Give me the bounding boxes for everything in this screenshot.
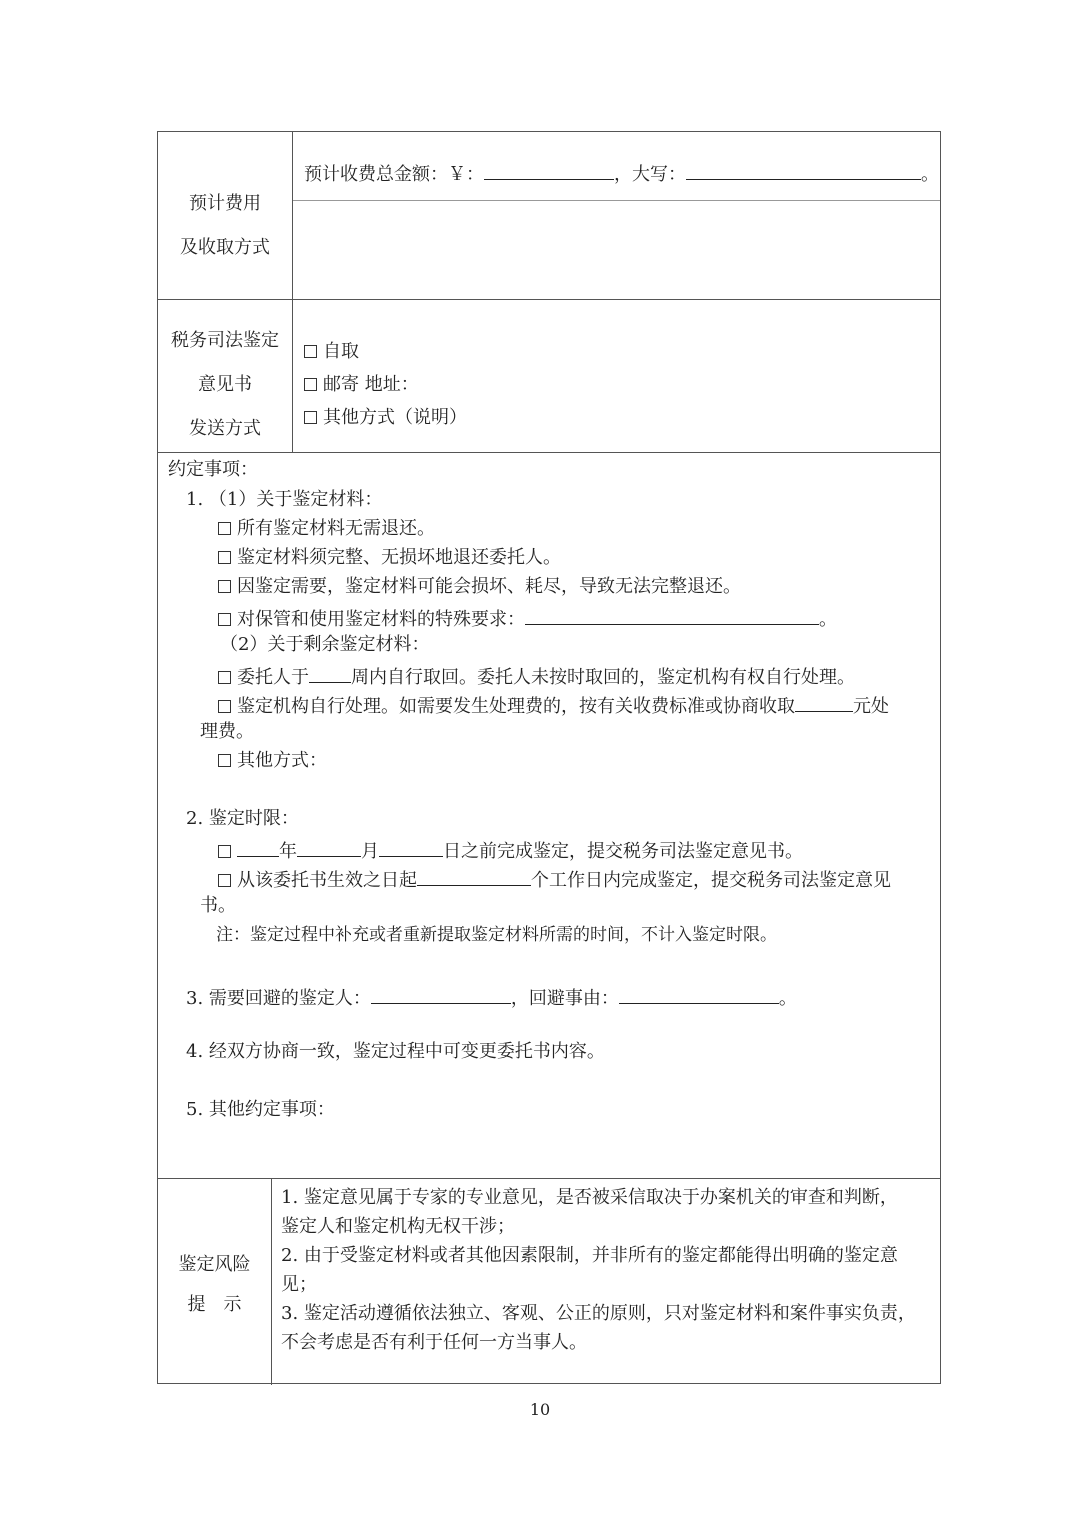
option-label: 所有鉴定材料无需退还。 bbox=[237, 518, 435, 539]
checkbox[interactable] bbox=[218, 551, 231, 564]
agreement-item1-heading: 1. （1）关于鉴定材料： bbox=[186, 489, 383, 510]
risk-label-line: 鉴定风险 bbox=[178, 1254, 251, 1275]
delivery-label-line: 税务司法鉴定 bbox=[171, 330, 279, 351]
checkbox[interactable] bbox=[218, 613, 231, 626]
cell-divider bbox=[293, 200, 940, 201]
option-label: 其他方式： bbox=[237, 750, 327, 771]
agreement-title: 约定事项： bbox=[168, 459, 258, 480]
fee-daxie-label: ，大写： bbox=[614, 164, 686, 185]
checkbox[interactable] bbox=[218, 754, 231, 767]
fee-end-mark: 。 bbox=[921, 164, 939, 185]
recusal-reason-blank[interactable] bbox=[619, 983, 779, 1004]
material-option[interactable] bbox=[218, 575, 741, 599]
option-label: 个工作日内完成鉴定，提交税务司法鉴定意见 bbox=[531, 870, 891, 891]
agreement-item4: 4. 经双方协商一致，鉴定过程中可变更委托书内容。 bbox=[186, 1041, 605, 1062]
risk-line: 3. 鉴定活动遵循依法独立、客观、公正的原则，只对鉴定材料和案件事实负责， bbox=[281, 1303, 916, 1324]
year-blank[interactable] bbox=[237, 836, 279, 857]
deadline-workdays-option[interactable] bbox=[218, 865, 891, 893]
checkbox[interactable] bbox=[304, 411, 317, 424]
risk-line: 2. 由于受鉴定材料或者其他因素限制，并非所有的鉴定都能得出明确的鉴定意 bbox=[281, 1245, 898, 1266]
option-label: 从该委托书生效之日起 bbox=[237, 870, 417, 891]
fee-label-line: 预计费用 bbox=[189, 193, 261, 214]
risk-label-line: 提 示 bbox=[187, 1294, 242, 1315]
recusal-person-blank[interactable] bbox=[371, 983, 511, 1004]
option-label: 日之前完成鉴定，提交税务司法鉴定意见书。 bbox=[443, 841, 803, 862]
option-label: 元处 bbox=[853, 696, 889, 717]
month-label: 月 bbox=[361, 841, 379, 862]
fee-label bbox=[158, 182, 292, 270]
option-label: 委托人于 bbox=[237, 667, 309, 688]
option-label-continued: 书。 bbox=[200, 895, 236, 916]
day-blank[interactable] bbox=[379, 836, 443, 857]
material-option[interactable] bbox=[218, 546, 561, 570]
workdays-blank[interactable] bbox=[417, 865, 531, 886]
checkbox[interactable] bbox=[304, 378, 317, 391]
fee-total-prefix: 预计收费总金额：￥： bbox=[304, 164, 484, 185]
checkbox[interactable] bbox=[218, 845, 231, 858]
end-mark: 。 bbox=[778, 988, 797, 1009]
amount-words-blank[interactable] bbox=[686, 159, 921, 180]
material-special-option[interactable] bbox=[218, 604, 837, 632]
month-blank[interactable] bbox=[297, 836, 361, 857]
deadline-note: 注：鉴定过程中补充或者重新提取鉴定材料所需的时间，不计入鉴定时限。 bbox=[216, 925, 777, 945]
checkbox[interactable] bbox=[218, 874, 231, 887]
fee-label-line: 及收取方式 bbox=[180, 237, 270, 258]
risk-line: 见； bbox=[281, 1274, 317, 1295]
risk-line: 1. 鉴定意见属于专家的专业意见，是否被采信取决于办案机关的审查和判断， bbox=[281, 1187, 898, 1208]
end-mark: 。 bbox=[819, 609, 837, 630]
amount-blank[interactable] bbox=[484, 159, 614, 180]
checkbox[interactable] bbox=[304, 345, 317, 358]
year-label: 年 bbox=[279, 841, 297, 862]
risk-line: 不会考虑是否有利于任何一方当事人。 bbox=[281, 1332, 587, 1353]
risk-label bbox=[158, 1245, 271, 1325]
page-number: 10 bbox=[529, 1400, 551, 1419]
option-label: 鉴定机构自行处理。如需要发生处理费的，按有关收费标准或协商收取 bbox=[237, 696, 795, 717]
column-divider bbox=[271, 1178, 272, 1385]
column-divider bbox=[292, 132, 293, 452]
remain-option-pickup[interactable] bbox=[218, 662, 855, 690]
remain-option-dispose[interactable] bbox=[218, 691, 889, 719]
checkbox[interactable] bbox=[218, 522, 231, 535]
checkbox[interactable] bbox=[218, 580, 231, 593]
fee-total-line bbox=[304, 159, 939, 187]
option-label: 邮寄 地址： bbox=[323, 374, 419, 395]
risk-line: 鉴定人和鉴定机构无权干涉； bbox=[281, 1216, 515, 1237]
delivery-option-mail[interactable] bbox=[304, 373, 419, 397]
agreement-item2-heading: 2. 鉴定时限： bbox=[186, 808, 299, 829]
option-label: 对保管和使用鉴定材料的特殊要求： bbox=[237, 609, 525, 630]
item3-reason-label: ，回避事由： bbox=[510, 988, 619, 1009]
row-divider bbox=[158, 1178, 940, 1179]
deadline-date-option[interactable] bbox=[218, 836, 803, 864]
agreement-item5: 5. 其他约定事项： bbox=[186, 1099, 335, 1120]
delivery-option-pickup[interactable] bbox=[304, 340, 359, 364]
checkbox[interactable] bbox=[218, 671, 231, 684]
form-table bbox=[157, 131, 941, 1384]
option-label: 自取 bbox=[323, 341, 359, 362]
delivery-label bbox=[158, 319, 292, 451]
row-divider bbox=[158, 452, 940, 453]
remain-option-other[interactable] bbox=[218, 749, 327, 773]
item3-label: 3. 需要回避的鉴定人： bbox=[186, 988, 371, 1009]
option-label-continued: 理费。 bbox=[200, 721, 254, 742]
row-divider bbox=[158, 299, 940, 300]
delivery-option-other[interactable] bbox=[304, 406, 467, 430]
checkbox[interactable] bbox=[218, 700, 231, 713]
option-label: 鉴定材料须完整、无损坏地退还委托人。 bbox=[237, 547, 561, 568]
option-label: 周内自行取回。委托人未按时取回的，鉴定机构有权自行处理。 bbox=[351, 667, 855, 688]
special-requirement-blank[interactable] bbox=[525, 604, 819, 625]
option-label: 其他方式（说明） bbox=[323, 407, 467, 428]
delivery-label-line: 意见书 bbox=[198, 374, 252, 395]
fee-blank[interactable] bbox=[795, 691, 853, 712]
option-label: 因鉴定需要，鉴定材料可能会损坏、耗尽，导致无法完整退还。 bbox=[237, 576, 741, 597]
agreement-item3 bbox=[186, 983, 797, 1011]
delivery-label-line: 发送方式 bbox=[189, 418, 261, 439]
remaining-material-heading: （2）关于剩余鉴定材料： bbox=[220, 634, 430, 655]
weeks-blank[interactable] bbox=[309, 662, 351, 683]
material-option[interactable] bbox=[218, 517, 435, 541]
